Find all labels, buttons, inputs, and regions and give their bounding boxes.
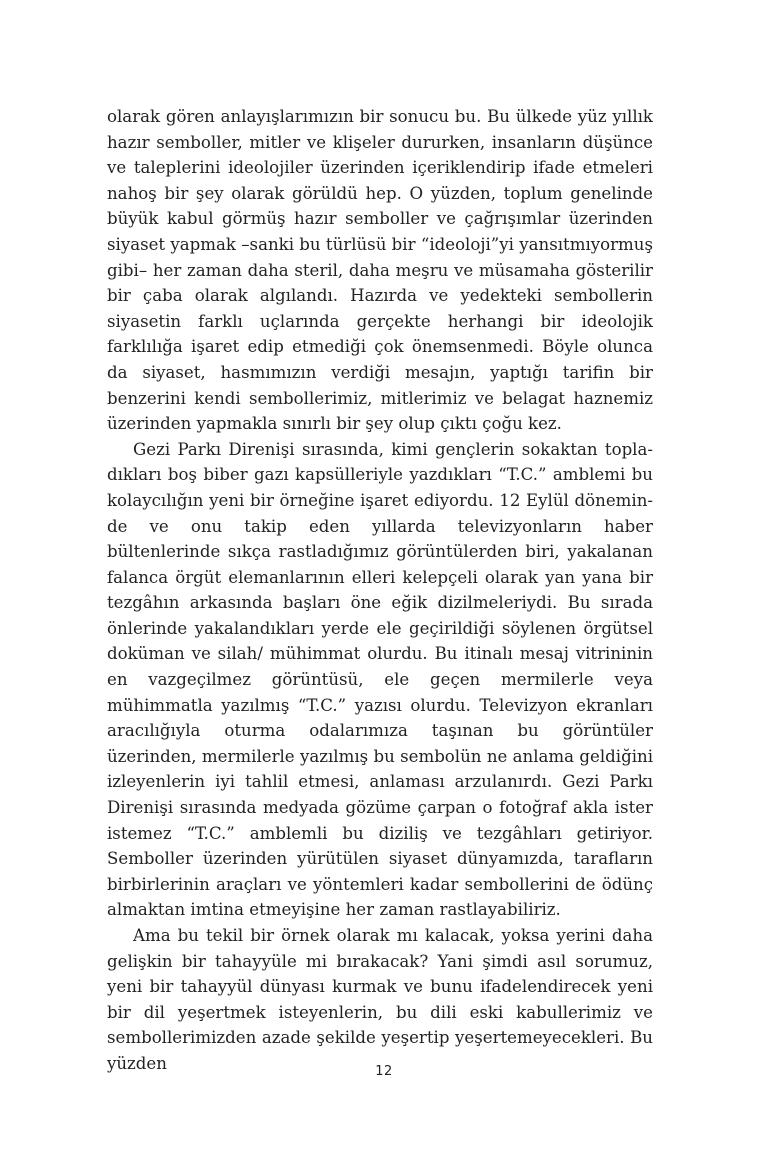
page-number: 12 [375, 1064, 393, 1079]
paragraph-question: Ama bu tekil bir örnek olarak mı kalacak, yoksa yerini daha gelişkin bir tahayyüle mi bırakacak? Yani şimdi asıl sorumuz, yeni bir tahayyül dünyası kurmak ve bunu ifadelendirecek yeni bir dil yeşertmek isteyenlerin, bu dili eski kabullerimiz ve sembollerimizden azade şekilde yeşertip yeşertemeyecekleri. Bu yüzden [107, 926, 653, 1073]
paragraph-gezi: Gezi Parkı Direnişi sırasında, kimi gençlerin sokaktan topladıkları boş biber gazı kapsülleriyle yazdıkları “T.C.” amblemi bu kolaycılığın yeni bir örneğine işaret ediyordu. 12 Eylül döneminde ve onu takip eden yıllarda televizyonların haber bültenlerinde sıkça rastladığımız görüntülerden biri, yakalanan falanca örgüt elemanlarının elleri kelepçeli olarak yan yana bir tezgâhın arkasında başları öne eğik dizilmeleriydi. Bu sırada önlerinde yakalandıkları yerde ele geçirildiği söylenen örgütsel doküman ve silah/ mühimmat olurdu. Bu itinalı mesaj vitrininin en vazgeçilmez görüntüsü, ele geçen mermilerle veya mühimmatla yazılmış “T.C.” yazısı olurdu. Televizyon ekranları aracılığıyla oturma odalarımıza taşınan bu görüntüler üzerinden, mermilerle yazılmış bu sembolün ne anlama geldiğini izleyenlerin iyi tahlil etmesi, anlaması arzulanırdı. Gezi Parkı Direnişi sırasında medyada gözüme çarpan o fotoğraf akla ister istemez “T.C.” amblemli bu diziliş ve tezgâhları getiriyor. Semboller üzerinden yürütülen siyaset dünyamızda, tarafların birbirlerinin araçları ve yöntemleri kadar sembollerini de ödünç almaktan imtina etmeyişine her zaman rastlayabiliriz. [107, 439, 653, 920]
body-text [107, 104, 653, 1077]
paragraph-continuation: olarak gören anlayışlarımızın bir sonucu bu. Bu ülkede yüz yıllık hazır semboller, mitler ve klişeler dururken, insanların düşünce ve taleplerini ideolojiler üzerinden içeriklendirip ifade etmeleri nahoş bir şey olarak görüldü hep. O yüzden, toplum genelinde büyük kabul görmüş hazır semboller ve çağrışımlar üzerinden siyaset yapmak –sanki bu türlüsü bir “ideoloji”yi yansıtmıyormuş gibi– her zaman daha steril, daha meşru ve müsamaha gösterilir bir çaba olarak algılandı. Hazırda ve yedekteki sembollerin siyasetin farklı uçlarında gerçekte herhangi bir ideolojik farklılığa işaret edip etmediği çok önemsenmedi. Böyle olunca da siyaset, hasmımızın verdiği mesajın, yaptığı tarifin bir benzerini kendi sembollerimiz, mitlerimiz ve belagat haznemiz üzerinden yapmakla sınırlı bir şey olup çıktı çoğu kez. [107, 107, 653, 434]
